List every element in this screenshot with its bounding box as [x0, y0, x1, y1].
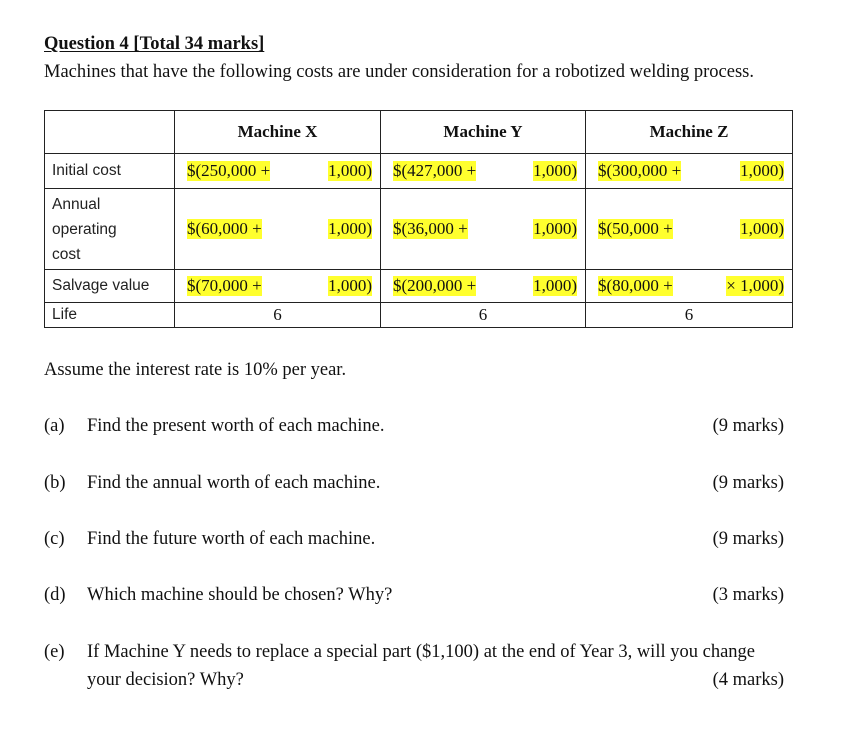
question-text: Which machine should be chosen? Why? [87, 585, 393, 605]
row-label: Salvage value [45, 270, 175, 303]
question-text: Find the present worth of each machine. [87, 416, 385, 436]
table-row-salvage-value [45, 270, 793, 303]
cell-z-operating [586, 189, 793, 270]
value-suffix: 1,000) [328, 161, 372, 180]
cell-y-initial [381, 154, 586, 189]
table-header-row [45, 111, 793, 154]
row-label-line: cost [52, 245, 81, 263]
question-label: (c) [44, 529, 65, 549]
header-machine-y: Machine Y [381, 111, 586, 154]
row-label: Life [45, 303, 175, 328]
question-text-line2: your decision? Why? [87, 670, 244, 690]
cell-y-operating [381, 189, 586, 270]
cell-z-initial [586, 154, 793, 189]
header-machine-x: Machine X [175, 111, 381, 154]
cell-z-life: 6 [586, 303, 793, 328]
row-label: Initial cost [45, 154, 175, 189]
question-text: Find the annual worth of each machine. [87, 473, 381, 493]
value-suffix: × 1,000) [726, 276, 784, 295]
question-label: (a) [44, 416, 65, 436]
value-prefix: $(50,000 + [598, 219, 673, 238]
interest-rate-text: Assume the interest rate is 10% per year. [44, 360, 347, 380]
value-suffix: 1,000) [533, 161, 577, 180]
value-suffix: 1,000) [740, 161, 784, 180]
question-marks: (9 marks) [712, 529, 784, 549]
question-title: Question 4 [Total 34 marks] [44, 34, 265, 54]
value-prefix: $(250,000 + [187, 161, 271, 180]
cell-y-salvage [381, 270, 586, 303]
intro-text: Machines that have the following costs are under consideration for a robotized welding process. [44, 62, 754, 82]
table-row-life [45, 303, 793, 328]
cell-x-salvage [175, 270, 381, 303]
question-label: (b) [44, 473, 66, 493]
value-suffix: 1,000) [328, 276, 372, 295]
value-prefix: $(60,000 + [187, 219, 262, 238]
value-prefix: $(80,000 + [598, 276, 673, 295]
question-label: (d) [44, 585, 66, 605]
question-marks: (9 marks) [712, 416, 784, 436]
question-text: Find the future worth of each machine. [87, 529, 376, 549]
value-suffix: 1,000) [533, 219, 577, 238]
header-empty [45, 111, 175, 154]
value-prefix: $(70,000 + [187, 276, 262, 295]
cell-x-life: 6 [175, 303, 381, 328]
value-prefix: $(427,000 + [393, 161, 477, 180]
value-suffix: 1,000) [533, 276, 577, 295]
value-prefix: $(200,000 + [393, 276, 477, 295]
cell-x-initial [175, 154, 381, 189]
cell-x-operating [175, 189, 381, 270]
question-label: (e) [44, 642, 65, 662]
value-prefix: $(300,000 + [598, 161, 682, 180]
question-marks: (4 marks) [712, 670, 784, 690]
question-text-line1: If Machine Y needs to replace a special part ($1,100) at the end of Year 3, will you change [87, 642, 755, 662]
table-row-initial-cost [45, 154, 793, 189]
value-prefix: $(36,000 + [393, 219, 468, 238]
cell-y-life: 6 [381, 303, 586, 328]
question-marks: (3 marks) [712, 585, 784, 605]
header-machine-z: Machine Z [586, 111, 793, 154]
row-label-line: operating [52, 220, 117, 238]
cost-table [44, 110, 793, 328]
row-label [45, 189, 175, 270]
value-suffix: 1,000) [328, 219, 372, 238]
row-label-line: Annual [52, 195, 101, 213]
table-row-annual-operating-cost [45, 189, 793, 270]
question-marks: (9 marks) [712, 473, 784, 493]
cell-z-salvage [586, 270, 793, 303]
value-suffix: 1,000) [740, 219, 784, 238]
